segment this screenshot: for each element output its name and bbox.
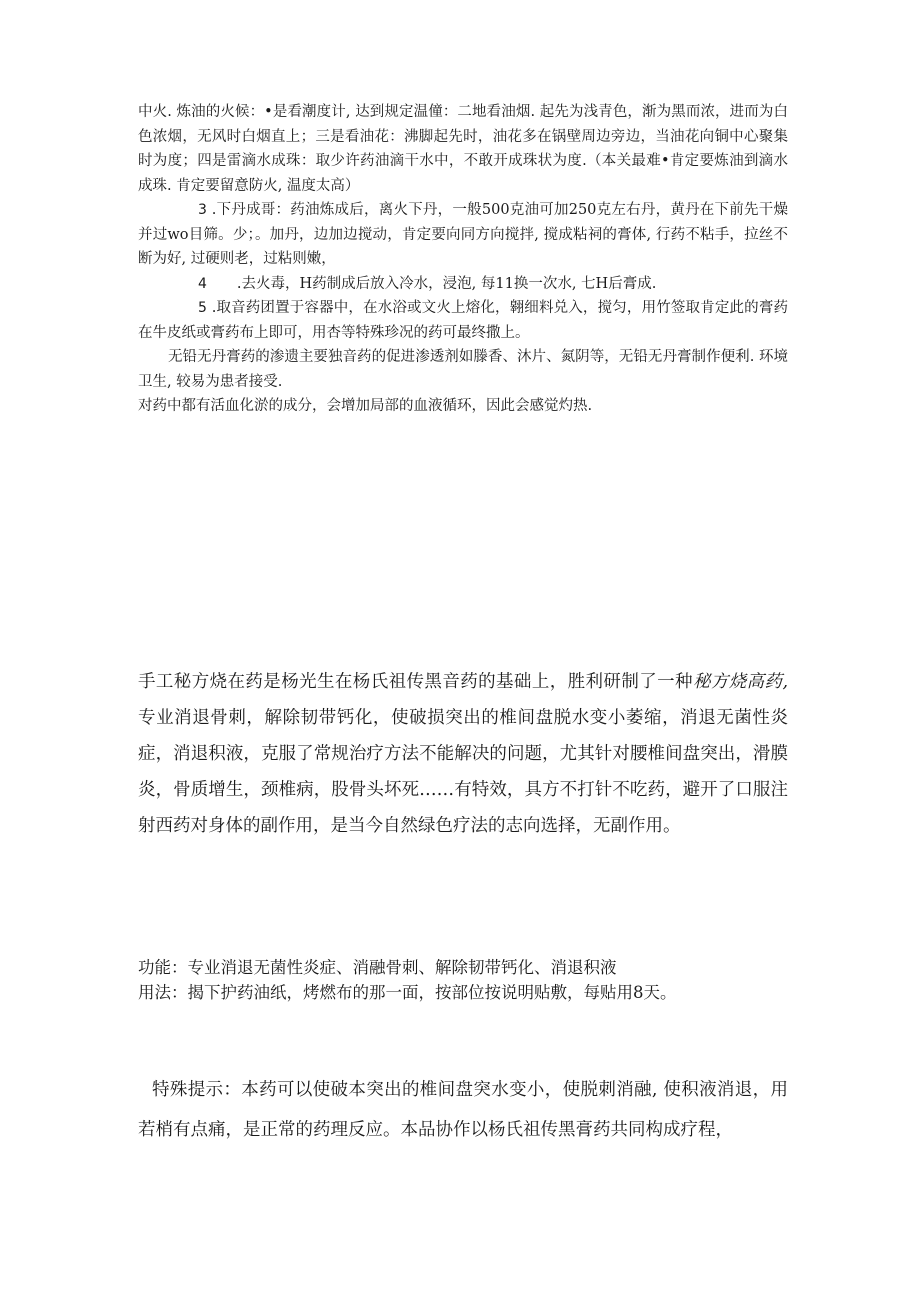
function-usage (138, 955, 788, 1005)
step-text: .下丹成哥：药油炼成后，离火下丹，一般500克油可加250克左右丹，黄丹在下前先干燥并过wo目筛。少；。加丹，边加边搅动，肯定要向同方向搅拌, 搅成粘祠的膏体, 行药不粘手，拉丝不断为好, 过硬则老，过粘则嫩， (138, 202, 788, 267)
paragraph-tip: 特殊提示：本药可以使破本突出的椎间盘突水变小，使脱刺消融, 使积液消退，用若梢有点痛，是正常的药理反应。本品协作以杨氏祖传黑膏药共同构成疗程， (138, 1080, 788, 1140)
paragraph-step-5 (138, 296, 788, 345)
step-text: .去火毒，H药制成后放入冷水，浸泡, 每11换一次水, 七H后膏成. (236, 275, 657, 292)
paragraph-warmth-note: 对药中都有活血化淤的成分，会增加局部的血液循环，因此会感觉灼热. (138, 398, 593, 414)
step-number: 5 (198, 300, 207, 316)
paragraph-step-3 (138, 198, 788, 272)
step-number: 4 (198, 275, 207, 292)
paragraph-step-4 (138, 272, 788, 297)
top-section (138, 100, 788, 419)
product-intro (138, 664, 788, 844)
step-number: 3 (198, 202, 207, 218)
step-text: .取音药团置于容器中，在水浴或文火上熔化，翱细料兑入，搅匀，用竹签取肯定此的膏药在牛皮纸或膏药布上即可，用杏等特殊珍况的药可最终撒上。 (138, 300, 788, 341)
special-tip (138, 1070, 788, 1150)
paragraph-lead-free: 无铅无丹膏药的渗遗主要独音药的促进渗透剂如滕香、沐片、氮阴等，无铅无丹膏制作便利. 环境卫生, 较易为患者接受. (138, 349, 788, 390)
paragraph-intro (138, 664, 788, 844)
paragraph-fire-control: 中火. 炼油的火候：•是看潮度计, 达到规定温僮：二地看油烟. 起先为浅青色，渐为黑而浓，进而为白色浓烟，无风时白烟直上；三是看油花：沸脚起先时，油花多在锅壁周边旁边，当油花向铜中心聚集时为度；四是雷滴水成珠：取少许药油滴干水中，不敢开成珠状为度.（本关最难•肯定要炼油到滴水成珠. 肯定要留意防火, 温度太高） (138, 104, 788, 194)
intro-text-b: 专业消退骨刺，解除韧带钙化，使破损突出的椎间盘脱水变小萎缩，消退无菌性炎症，消退积液，克服了常规治疗方法不能解决的问题，尤其针对腰椎间盘突出，滑膜炎，骨质增生，颈椎病，股骨头坏死……有特效，具方不打针不吃药，避开了口服注射西药对身体的副作用，是当今自然绿色疗法的志向选择，无副作用。 (138, 708, 788, 836)
usage-line: 用法：揭下护药油纸，烤燃布的那一面，按部位按说明贴敷，每贴用8天。 (138, 983, 677, 1002)
function-line: 功能：专业消退无菌性炎症、消融骨刺、解除韧带钙化、消退积液 (138, 958, 617, 977)
intro-text-a: 手工秘方烧在药是杨光生在杨氏祖传黑音药的基础上，胜利研制了一种 (138, 672, 693, 692)
intro-product-name: 秘方烧高药, (692, 672, 789, 692)
